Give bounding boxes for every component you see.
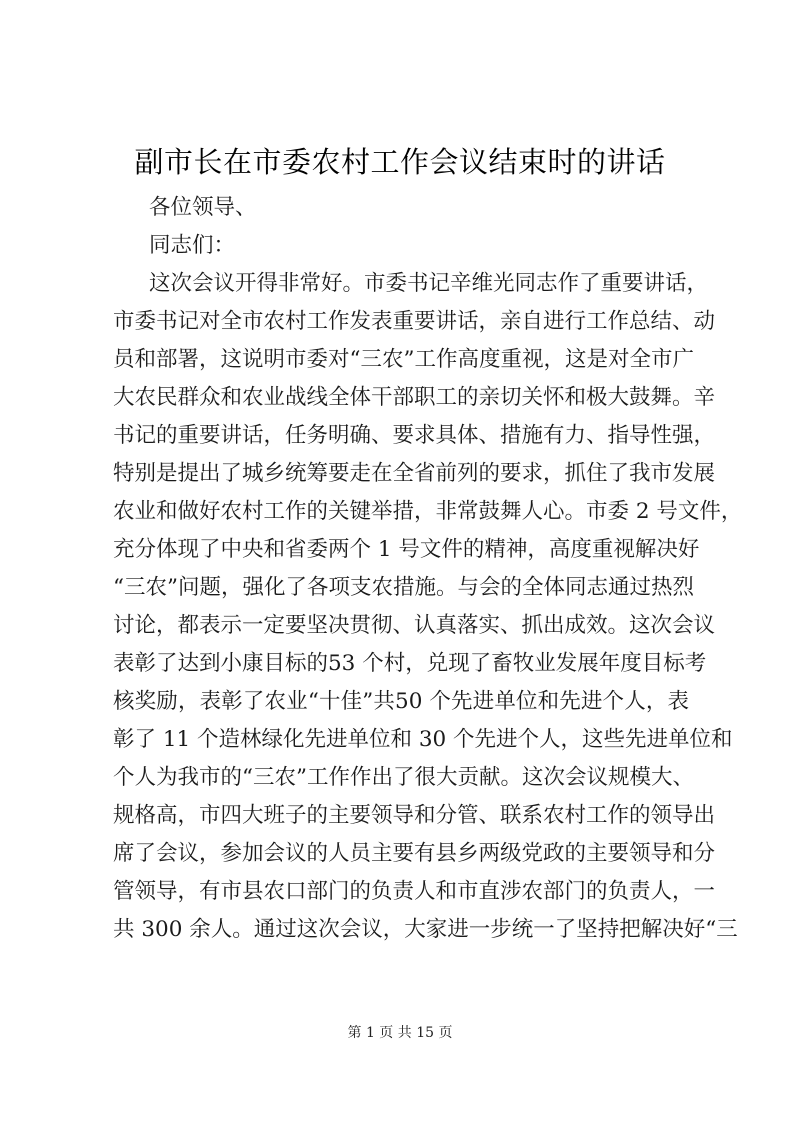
- body-line: 讨论，都表示一定要坚决贯彻、认真落实、抓出成效。这次会议: [113, 613, 716, 638]
- salutation-comrades: 同志们：: [149, 233, 236, 258]
- body-line: 彰了 11 个造林绿化先进单位和 30 个先进个人，这些先进单位和: [113, 727, 733, 752]
- body-line: 这次会议开得非常好。市委书记辛维光同志作了重要讲话，: [149, 271, 709, 296]
- page-number-footer: 第 1 页 共 15 页: [347, 1025, 453, 1041]
- body-line: 个人为我市的“三农”工作作出了很大贡献。这次会议规模大、: [113, 765, 694, 790]
- document-title: 副市长在市委农村工作会议结束时的讲话: [134, 145, 666, 179]
- body-line: 市委书记对全市农村工作发表重要讲话，亲自进行工作总结、动: [113, 309, 716, 334]
- body-line: 特别是提出了城乡统筹要走在全省前列的要求，抓住了我市发展: [113, 461, 716, 486]
- body-line: 席了会议，参加会议的人员主要有县乡两级党政的主要领导和分: [113, 841, 716, 866]
- body-line: 表彰了达到小康目标的53 个村，兑现了畜牧业发展年度目标考: [113, 651, 707, 676]
- body-line: 共 300 余人。通过这次会议，大家进一步统一了坚持把解决好“三: [113, 917, 738, 942]
- body-line: 核奖励，表彰了农业“十佳”共50 个先进单位和先进个人，表: [113, 689, 689, 714]
- body-line: 大农民群众和农业战线全体干部职工的亲切关怀和极大鼓舞。辛: [113, 385, 716, 410]
- body-line: “三农”问题，强化了各项支农措施。与会的全体同志通过热烈: [113, 575, 694, 600]
- body-line: 农业和做好农村工作的关键举措，非常鼓舞人心。市委 2 号文件，: [113, 499, 743, 524]
- body-line: 充分体现了中央和省委两个 1 号文件的精神，高度重视解决好: [113, 537, 700, 562]
- salutation-leaders: 各位领导、: [149, 195, 257, 220]
- body-line: 管领导，有市县农口部门的负责人和市直涉农部门的负责人，一: [113, 879, 716, 904]
- body-line: 员和部署，这说明市委对“三农”工作高度重视，这是对全市广: [113, 347, 694, 372]
- body-line: 书记的重要讲话，任务明确、要求具体、措施有力、指导性强，: [113, 423, 716, 448]
- body-line: 规格高，市四大班子的主要领导和分管、联系农村工作的领导出: [113, 803, 716, 828]
